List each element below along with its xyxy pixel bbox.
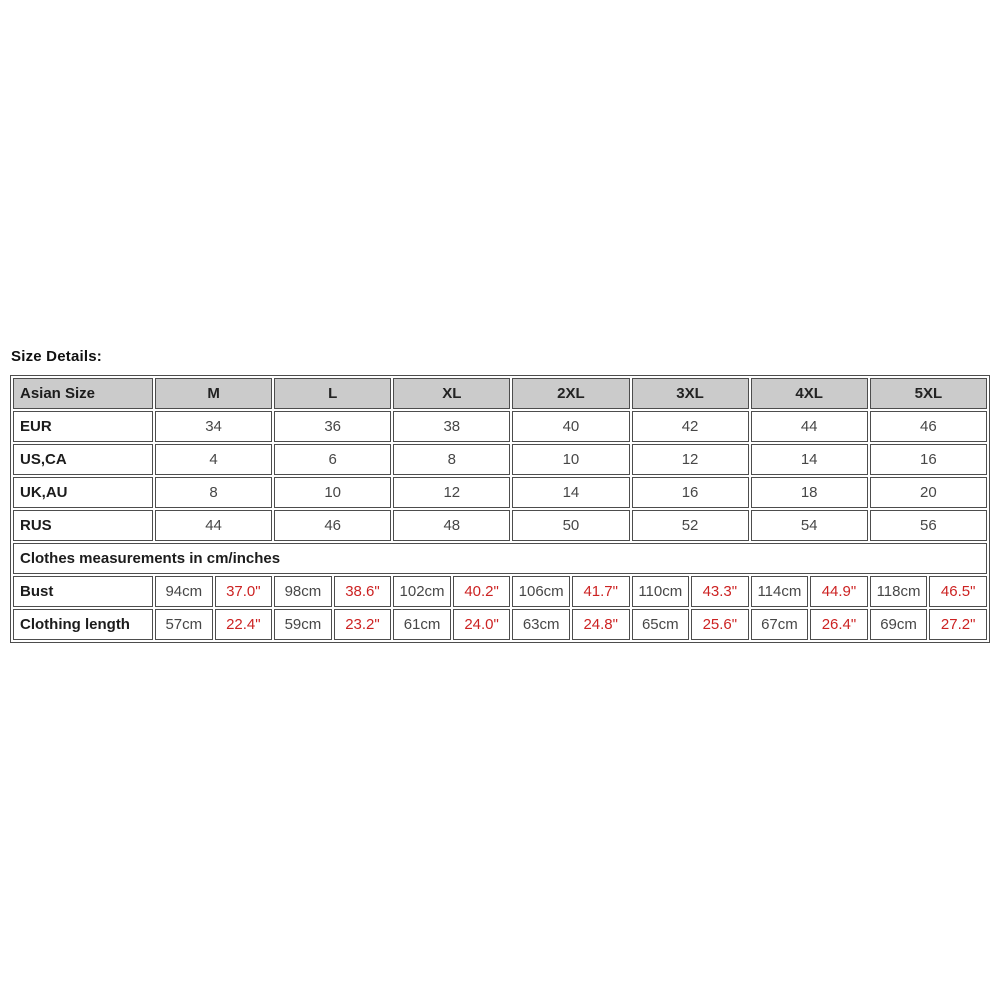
bust-inch: 43.3" [691, 576, 749, 607]
header-cell-m: M [155, 378, 272, 409]
length-inch: 22.4" [215, 609, 273, 640]
us-ca-value: 4 [155, 444, 272, 475]
uk-au-value: 8 [155, 477, 272, 508]
row-label-bust: Bust [13, 576, 153, 607]
row-label-clothing-length: Clothing length [13, 609, 153, 640]
row-label-rus: RUS [13, 510, 153, 541]
bust-inch: 46.5" [929, 576, 987, 607]
header-cell-asian-size: Asian Size [13, 378, 153, 409]
bust-cm: 106cm [512, 576, 570, 607]
bust-cm: 114cm [751, 576, 809, 607]
length-cm: 57cm [155, 609, 213, 640]
eur-value: 40 [512, 411, 629, 442]
length-cm: 67cm [751, 609, 809, 640]
length-inch: 24.8" [572, 609, 630, 640]
uk-au-value: 10 [274, 477, 391, 508]
eur-value: 46 [870, 411, 987, 442]
length-cm: 63cm [512, 609, 570, 640]
length-cm: 61cm [393, 609, 451, 640]
row-label-us-ca: US,CA [13, 444, 153, 475]
size-chart-section [10, 348, 990, 643]
uk-au-value: 18 [751, 477, 868, 508]
eur-value: 36 [274, 411, 391, 442]
header-cell-l: L [274, 378, 391, 409]
rus-value: 46 [274, 510, 391, 541]
rus-value: 56 [870, 510, 987, 541]
page-title: Size Details: [11, 348, 102, 365]
bust-cm: 118cm [870, 576, 928, 607]
table-row-eur [13, 411, 987, 442]
header-cell-4xl: 4XL [751, 378, 868, 409]
bust-cm: 102cm [393, 576, 451, 607]
uk-au-value: 16 [632, 477, 749, 508]
header-cell-xl: XL [393, 378, 510, 409]
length-inch: 26.4" [810, 609, 868, 640]
row-label-uk-au: UK,AU [13, 477, 153, 508]
bust-inch: 38.6" [334, 576, 392, 607]
table-row-rus [13, 510, 987, 541]
section-header-row [13, 543, 987, 574]
length-inch: 27.2" [929, 609, 987, 640]
table-row-clothing-length [13, 609, 987, 640]
header-cell-3xl: 3XL [632, 378, 749, 409]
bust-cm: 94cm [155, 576, 213, 607]
us-ca-value: 16 [870, 444, 987, 475]
table-header-row [13, 378, 987, 409]
length-cm: 69cm [870, 609, 928, 640]
section-header-cell: Clothes measurements in cm/inches [13, 543, 987, 574]
us-ca-value: 12 [632, 444, 749, 475]
eur-value: 34 [155, 411, 272, 442]
bust-inch: 41.7" [572, 576, 630, 607]
length-cm: 59cm [274, 609, 332, 640]
length-inch: 23.2" [334, 609, 392, 640]
rus-value: 44 [155, 510, 272, 541]
eur-value: 38 [393, 411, 510, 442]
us-ca-value: 10 [512, 444, 629, 475]
length-cm: 65cm [632, 609, 690, 640]
length-inch: 25.6" [691, 609, 749, 640]
eur-value: 44 [751, 411, 868, 442]
table-row-us-ca [13, 444, 987, 475]
bust-inch: 44.9" [810, 576, 868, 607]
bust-cm: 110cm [632, 576, 690, 607]
eur-value: 42 [632, 411, 749, 442]
us-ca-value: 6 [274, 444, 391, 475]
header-cell-5xl: 5XL [870, 378, 987, 409]
header-cell-2xl: 2XL [512, 378, 629, 409]
bust-inch: 40.2" [453, 576, 511, 607]
size-chart-table [10, 375, 990, 643]
rus-value: 54 [751, 510, 868, 541]
rus-value: 52 [632, 510, 749, 541]
table-row-uk-au [13, 477, 987, 508]
rus-value: 48 [393, 510, 510, 541]
bust-cm: 98cm [274, 576, 332, 607]
uk-au-value: 14 [512, 477, 629, 508]
rus-value: 50 [512, 510, 629, 541]
uk-au-value: 20 [870, 477, 987, 508]
table-row-bust [13, 576, 987, 607]
row-label-eur: EUR [13, 411, 153, 442]
us-ca-value: 8 [393, 444, 510, 475]
bust-inch: 37.0" [215, 576, 273, 607]
length-inch: 24.0" [453, 609, 511, 640]
uk-au-value: 12 [393, 477, 510, 508]
us-ca-value: 14 [751, 444, 868, 475]
